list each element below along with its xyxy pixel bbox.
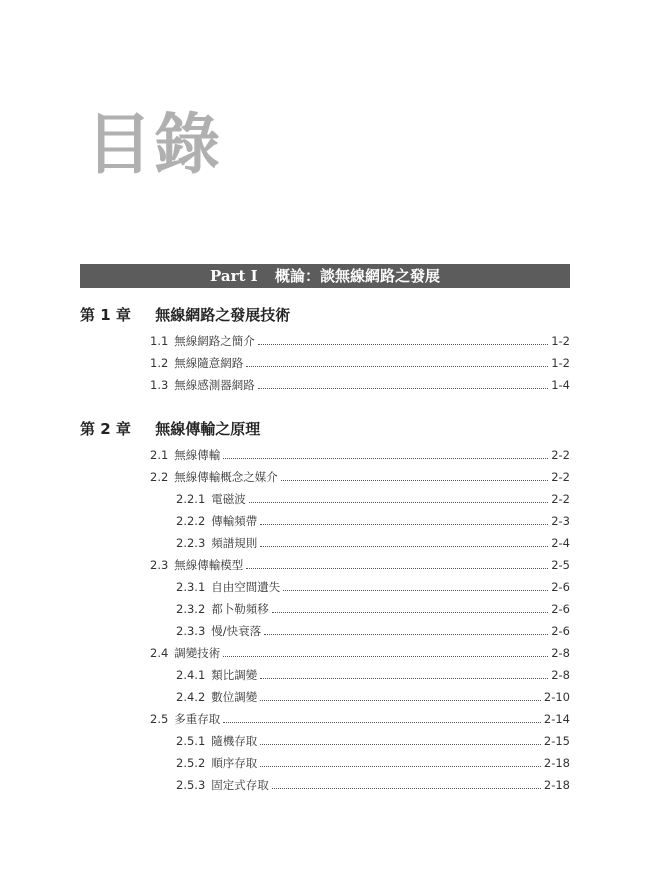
entry-code: 2.5.3 — [176, 778, 206, 792]
part-label: Part I — [210, 267, 258, 285]
toc-entry[interactable] — [150, 333, 570, 349]
entry-code: 2.4.2 — [176, 690, 206, 704]
entry-page: 2-2 — [551, 448, 570, 462]
leader-dots — [223, 457, 548, 459]
entry-title: 頻譜規則 — [211, 536, 258, 550]
entry-code: 2.2 — [150, 470, 169, 484]
chapter-heading — [80, 304, 290, 325]
toc-entry[interactable] — [176, 579, 570, 595]
toc-entry[interactable] — [176, 513, 570, 529]
entry-code: 2.2.3 — [176, 536, 206, 550]
entry-page: 2-5 — [551, 558, 570, 572]
leader-dots — [264, 633, 548, 635]
entry-title: 都卜勒頻移 — [211, 602, 269, 616]
entry-title: 類比調變 — [211, 668, 258, 682]
chapter-number: 第 1 章 — [80, 306, 131, 324]
entry-code: 1.3 — [150, 378, 169, 392]
entry-title: 調變技術 — [174, 646, 221, 660]
leader-dots — [281, 479, 548, 481]
toc-entry[interactable] — [176, 601, 570, 617]
entry-code: 2.3 — [150, 558, 169, 572]
entry-page: 2-18 — [543, 756, 570, 770]
entry-title: 無線傳輸模型 — [174, 558, 244, 572]
part-banner — [80, 264, 570, 288]
entry-code: 1.2 — [150, 356, 169, 370]
toc-entry[interactable] — [176, 689, 570, 705]
leader-dots — [246, 365, 548, 367]
toc-entry[interactable] — [150, 447, 570, 463]
entry-page: 2-15 — [543, 734, 570, 748]
leader-dots — [246, 567, 548, 569]
leader-dots — [249, 501, 548, 503]
page-title: 目錄 — [86, 106, 222, 183]
leader-dots — [283, 589, 548, 591]
entry-code: 2.5 — [150, 712, 169, 726]
chapter-title: 無線網路之發展技術 — [155, 306, 291, 324]
entry-page: 2-8 — [551, 668, 570, 682]
leader-dots — [260, 743, 541, 745]
part-title: 概論：談無線網路之發展 — [274, 267, 440, 285]
entry-title: 固定式存取 — [211, 778, 269, 792]
leader-dots — [258, 387, 548, 389]
toc-entry[interactable] — [176, 777, 570, 793]
leader-dots — [260, 677, 548, 679]
toc-entry[interactable] — [150, 557, 570, 573]
entry-code: 2.2.1 — [176, 492, 206, 506]
chapter-title: 無線傳輸之原理 — [155, 420, 261, 438]
toc-entry[interactable] — [150, 711, 570, 727]
leader-dots — [260, 699, 541, 701]
toc-entry[interactable] — [176, 667, 570, 683]
toc-entry[interactable] — [176, 491, 570, 507]
toc-entry[interactable] — [176, 535, 570, 551]
leader-dots — [272, 787, 541, 789]
entry-title: 無線傳輸概念之媒介 — [174, 470, 278, 484]
entry-page: 2-6 — [551, 580, 570, 594]
entry-code: 2.5.1 — [176, 734, 206, 748]
entry-title: 慢/快衰落 — [211, 624, 262, 638]
entry-title: 數位調變 — [211, 690, 258, 704]
toc-entry[interactable] — [150, 645, 570, 661]
entry-code: 2.3.1 — [176, 580, 206, 594]
toc-entry[interactable] — [176, 733, 570, 749]
entry-page: 1-2 — [551, 356, 570, 370]
entry-title: 無線隨意網路 — [174, 356, 244, 370]
entry-page: 1-4 — [551, 378, 570, 392]
leader-dots — [223, 655, 548, 657]
entry-code: 2.2.2 — [176, 514, 206, 528]
entry-title: 多重存取 — [174, 712, 221, 726]
toc-entry[interactable] — [150, 469, 570, 485]
leader-dots — [223, 721, 541, 723]
entry-code: 2.1 — [150, 448, 169, 462]
entry-page: 2-4 — [551, 536, 570, 550]
toc-entry[interactable] — [176, 755, 570, 771]
entry-title: 隨機存取 — [211, 734, 258, 748]
leader-dots — [260, 523, 548, 525]
entry-title: 電磁波 — [211, 492, 246, 506]
entry-title: 無線傳輸 — [174, 448, 221, 462]
entry-page: 2-6 — [551, 624, 570, 638]
entry-code: 1.1 — [150, 334, 169, 348]
leader-dots — [260, 545, 548, 547]
entry-code: 2.5.2 — [176, 756, 206, 770]
entry-page: 2-6 — [551, 602, 570, 616]
entry-title: 自由空間遺失 — [211, 580, 281, 594]
leader-dots — [272, 611, 548, 613]
entry-page: 2-2 — [551, 492, 570, 506]
entry-page: 1-2 — [551, 334, 570, 348]
entry-title: 無線網路之簡介 — [174, 334, 255, 348]
entry-code: 2.4.1 — [176, 668, 206, 682]
leader-dots — [258, 343, 548, 345]
entry-page: 2-3 — [551, 514, 570, 528]
toc-entry[interactable] — [176, 623, 570, 639]
entry-page: 2-10 — [543, 690, 570, 704]
toc-entry[interactable] — [150, 377, 570, 393]
entry-page: 2-8 — [551, 646, 570, 660]
toc-entry[interactable] — [150, 355, 570, 371]
chapter-heading — [80, 418, 260, 439]
chapter-number: 第 2 章 — [80, 420, 131, 438]
entry-page: 2-14 — [543, 712, 570, 726]
entry-page: 2-18 — [543, 778, 570, 792]
entry-title: 傳輸頻帶 — [211, 514, 258, 528]
leader-dots — [260, 765, 541, 767]
entry-code: 2.4 — [150, 646, 169, 660]
entry-title: 無線感測器網路 — [174, 378, 255, 392]
entry-code: 2.3.2 — [176, 602, 206, 616]
entry-title: 順序存取 — [211, 756, 258, 770]
entry-code: 2.3.3 — [176, 624, 206, 638]
entry-page: 2-2 — [551, 470, 570, 484]
